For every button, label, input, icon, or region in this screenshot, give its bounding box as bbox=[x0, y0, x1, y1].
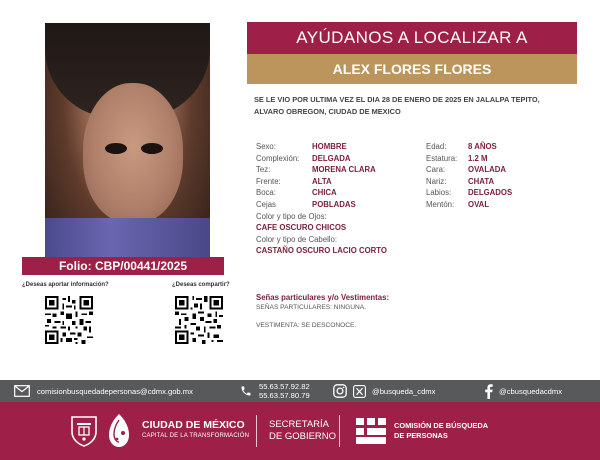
instagram-contact[interactable]: @busqueda_cdmx bbox=[333, 380, 435, 402]
marks-title: Señas particulares y/o Vestimentas: bbox=[256, 293, 390, 302]
eyes-label: Color y tipo de Ojos: bbox=[256, 211, 327, 221]
comision-line1: COMISIÓN DE BÚSQUEDA bbox=[394, 421, 489, 430]
email-contact[interactable]: comisionbusquedadepersonas@cdmx.gob.mx bbox=[14, 380, 193, 402]
marks-clothing: VESTIMENTA: SE DESCONOCE. bbox=[256, 322, 357, 329]
city-name: CIUDAD DE MÉXICO bbox=[142, 419, 245, 431]
cdmx-logo bbox=[70, 402, 249, 460]
city-emblem-icon bbox=[104, 412, 134, 450]
qr-info-label: ¿Deseas aportar información? bbox=[22, 282, 109, 288]
qr-share-label: ¿Deseas compartir? bbox=[172, 282, 230, 288]
comision-icon bbox=[356, 418, 386, 444]
qr-code-share[interactable] bbox=[175, 296, 223, 344]
footer-divider bbox=[339, 415, 340, 447]
phone-contact[interactable]: 55.63.57.92.82 55.63.57.80.79 bbox=[240, 380, 310, 402]
comision-line2: DE PERSONAS bbox=[394, 431, 448, 440]
contact-bar bbox=[0, 380, 600, 402]
mail-icon bbox=[14, 385, 30, 397]
missing-person-name: ALEX FLORES FLORES bbox=[247, 54, 577, 84]
hair-value: CASTAÑO OSCURO LACIO CORTO bbox=[256, 246, 387, 256]
marks-particular: SEÑAS PARTICULARES: NINGUNA. bbox=[256, 304, 367, 311]
features-left: Sexo: HOMBRE Complexión: DELGADA Tez: MORENA CLARA Frente: ALTA Boca: CHICA Cejas POBLADAS Color y tipo de Ojos: CAFE OSCURO CHICOS Color y tipo de Cabello: CASTAÑO OSCURO LACIO CORTO bbox=[256, 142, 387, 256]
eyes-value: CAFE OSCURO CHICOS bbox=[256, 223, 347, 233]
x-twitter-icon bbox=[353, 385, 366, 398]
footer-bar bbox=[0, 402, 600, 460]
qr-code-info[interactable] bbox=[45, 296, 93, 344]
facebook-contact[interactable]: @cbusquedacdmx bbox=[484, 380, 562, 402]
phone-icon bbox=[240, 385, 252, 397]
last-seen-text: SE LE VIO POR ULTIMA VEZ EL DIA 28 DE ENERO DE 2025 EN JALALPA TEPITO, ALVARO OBREGON, CIUDAD DE MEXICO bbox=[254, 95, 540, 116]
hair-label: Color y tipo de Cabello: bbox=[256, 234, 338, 244]
footer-divider bbox=[256, 415, 257, 447]
secretaria-label: SECRETARÍA DE GOBIERNO bbox=[269, 419, 337, 442]
facebook-icon bbox=[484, 384, 493, 399]
missing-person-photo bbox=[45, 23, 210, 258]
comision-logo bbox=[356, 402, 488, 460]
coat-of-arms-icon bbox=[70, 415, 98, 447]
help-banner-title: AYÚDANOS A LOCALIZAR A bbox=[247, 22, 577, 54]
instagram-icon bbox=[333, 384, 347, 398]
folio-label: Folio: CBP/00441/2025 bbox=[22, 257, 224, 275]
features-right: Edad: 8 AÑOS Estatura: 1.2 M Cara: OVALADA Nariz: CHATA Labios: DELGADOS Mentón: OVAL bbox=[426, 142, 513, 209]
city-slogan: CAPITAL DE LA TRANSFORMACIÓN bbox=[142, 433, 250, 439]
